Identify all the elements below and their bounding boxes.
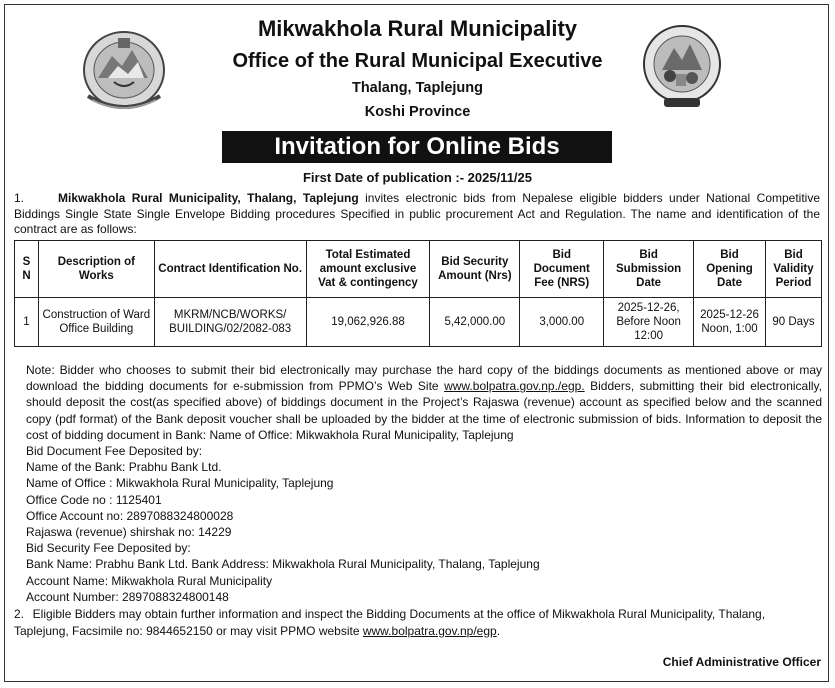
paragraph-number: 2.: [14, 607, 25, 621]
invitation-text: invites electronic bids from Nepalese eligible bidders under National Competitive Biddings Single State Single Envelope Bidding procedures Specified in public procurement Act and Regulation. The name and identification of the contract are as follows:: [14, 191, 821, 236]
cell-contract-id: MKRM/NCB/WORKS/ BUILDING/02/2082-083: [154, 298, 306, 347]
office-location: Thalang, Taplejung: [351, 80, 484, 96]
note-section: [26, 362, 822, 605]
municipality-lead: Mikwakhola Rural Municipality, Thalang, Taplejung: [58, 191, 359, 205]
note-line: Bid Document Fee Deposited by:: [26, 444, 203, 459]
note-line: Bank Name: Prabhu Bank Ltd. Bank Address: Mikwakhola Rural Municipality, Thalang, Taplejung: [26, 557, 540, 572]
note-line: Bid Security Fee Deposited by:: [26, 541, 191, 556]
cell-validity: 90 Days: [765, 298, 821, 347]
signatory-title: Chief Administrative Officer: [662, 655, 821, 669]
col-header-estimated-amount: Total Estimated amount exclusive Vat & contingency: [306, 241, 430, 298]
note-line: Rajaswa (revenue) shirshak no: 14229: [26, 525, 232, 540]
cell-document-fee: 3,000.00: [520, 298, 604, 347]
col-header-description: Description of Works: [38, 241, 154, 298]
col-header-submission-date: Bid Submission Date: [604, 241, 694, 298]
note-text-part2: Bidders, submitting their bid electronically, should deposit the cost(as specified above) of biddings document in the Project’s Rajaswa (revenue) account as specified below and the scanned copy (pdf format) of the Bank deposit voucher shall be uploaded by the bidder at the time of electronic submission of bids. Information to deposit the cost of bidding document in Bank: Name of Office: Mikwakhola Rural Municipality, Taplejung: [26, 379, 823, 442]
col-header-sn: S N: [15, 241, 39, 298]
province-name: Koshi Province: [364, 104, 471, 120]
publication-date: First Date of publication :- 2025/11/25: [302, 170, 532, 185]
col-header-opening-date: Bid Opening Date: [694, 241, 766, 298]
note-line: Name of the Bank: Prabhu Bank Ltd.: [26, 460, 222, 475]
further-info-paragraph: [14, 606, 822, 639]
ppmo-link[interactable]: www.bolpatra.gov.np./egp.: [444, 379, 585, 394]
table-row: [15, 298, 822, 347]
contract-table: [14, 240, 822, 347]
cell-bid-security: 5,42,000.00: [430, 298, 520, 347]
cell-opening-date: 2025-12-26 Noon, 1:00: [694, 298, 766, 347]
col-header-bid-security: Bid Security Amount (Nrs): [430, 241, 520, 298]
note-paragraph: [26, 362, 822, 443]
cell-estimated-amount: 19,062,926.88: [306, 298, 430, 347]
invitation-paragraph: [14, 191, 820, 238]
note-line: Office Account no: 2897088324800028: [26, 508, 234, 523]
cell-sn: 1: [15, 298, 39, 347]
note-line: Account Name: Mikwakhola Rural Municipality: [26, 573, 273, 588]
table-header-row: [15, 241, 822, 298]
paragraph-number: 1.: [14, 191, 25, 205]
ppmo-egp-link[interactable]: www.bolpatra.gov.np/egp: [362, 623, 497, 638]
col-header-document-fee: Bid Document Fee (NRS): [520, 241, 604, 298]
cell-submission-date: 2025-12-26, Before Noon 12:00: [604, 298, 694, 347]
note-line: Name of Office : Mikwakhola Rural Municipality, Taplejung: [26, 476, 334, 491]
further-info-text: Eligible Bidders may obtain further information and inspect the Bidding Documents at the office of Mikwakhola Rural Municipality, Thalang, Taplejung, Facsimile no: 9844652150 or may visit PPMO website: [14, 607, 766, 638]
nepal-government-emblem-icon: [78, 26, 170, 116]
sentence-end: .: [496, 623, 501, 638]
notice-title-banner: Invitation for Online Bids: [222, 131, 612, 163]
municipality-name: Mikwakhola Rural Municipality: [257, 16, 578, 41]
col-header-validity: Bid Validity Period: [765, 241, 821, 298]
note-line: Account Number: 2897088324800148: [26, 589, 229, 604]
office-name: Office of the Rural Municipal Executive: [232, 50, 603, 72]
note-text-part1: Note: Bidder who chooses to submit their bid electronically may purchase the hard copy of the biddings documents as mentioned above or may download the bidding documents for e-submission from PPMO’s Web Site: [26, 363, 822, 394]
col-header-contract-id: Contract Identification No.: [154, 241, 306, 298]
cell-description: Construction of Ward Office Building: [38, 298, 154, 347]
note-line: Office Code no : 1125401: [26, 492, 162, 507]
